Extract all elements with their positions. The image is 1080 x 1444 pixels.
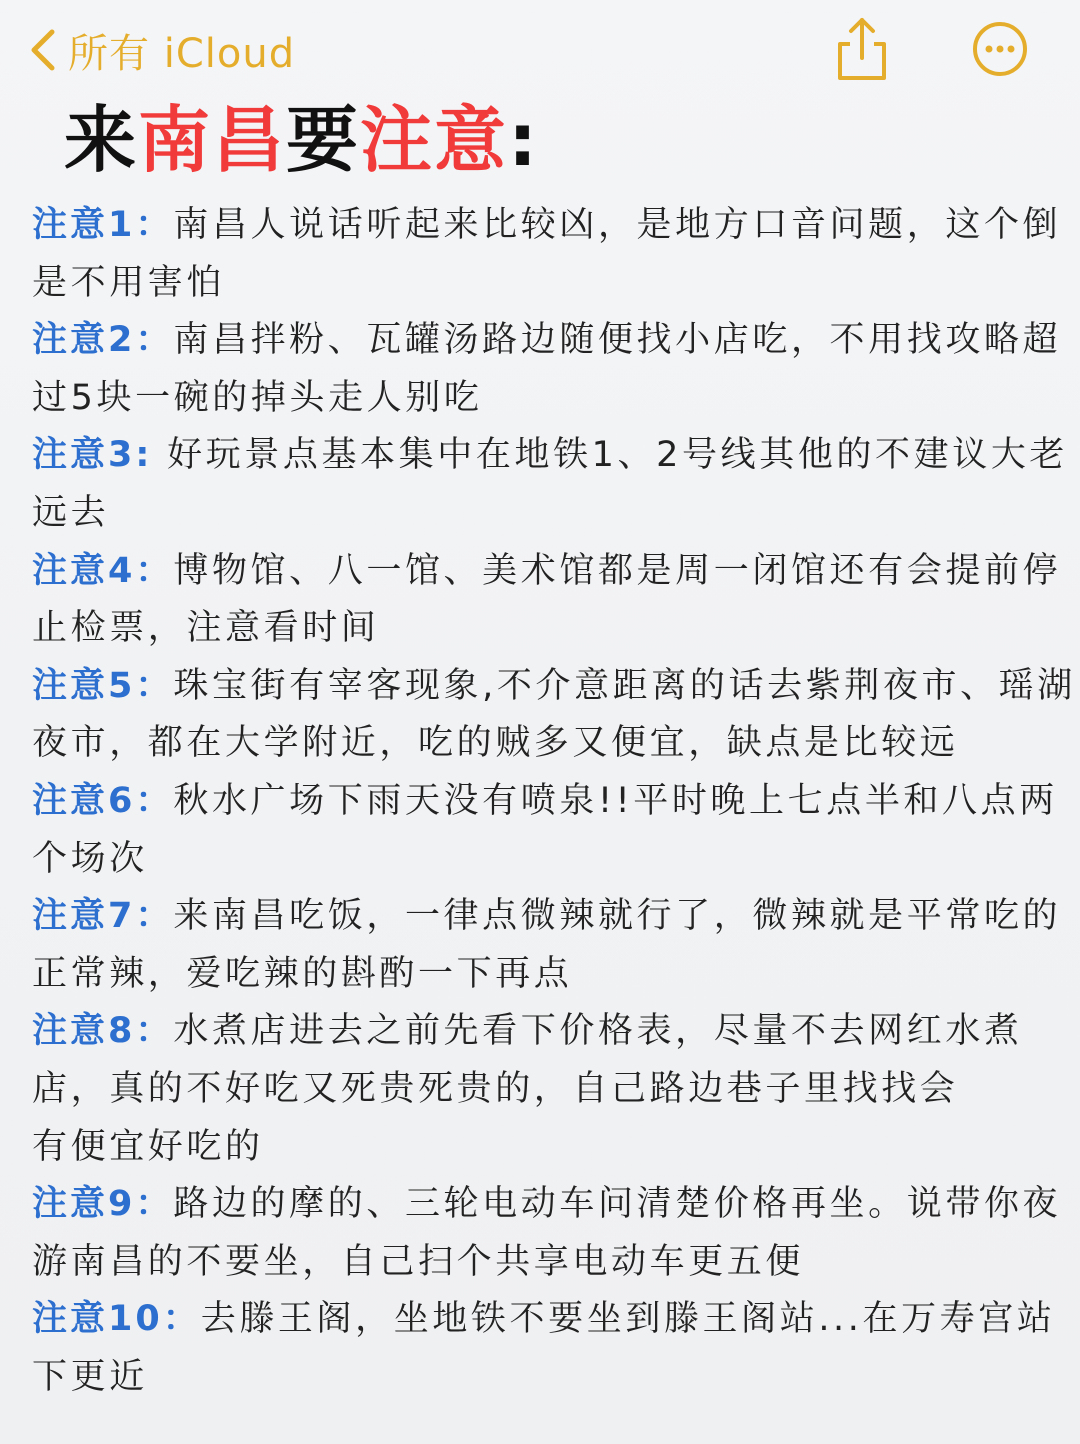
note-item-6 bbox=[32, 773, 1072, 888]
note-label: 注意6： bbox=[32, 780, 174, 821]
navigation-bar bbox=[0, 0, 1080, 100]
note-item-1 bbox=[32, 197, 1072, 312]
note-text: 去滕王阁，坐地铁不要坐到滕王阁站...在万寿宫站下更近 bbox=[32, 1299, 1056, 1397]
note-item-3 bbox=[32, 427, 1072, 542]
note-text: 南昌人说话听起来比较凶，是地方口音问题，这个倒是不用害怕 bbox=[32, 205, 1062, 303]
back-button[interactable] bbox=[28, 22, 295, 78]
note-text: 珠宝街有宰客现象,不介意距离的话去紫荆夜市、瑶湖夜市，都在大学附近，吃的贼多又便宜，缺点是比较远 bbox=[32, 665, 1076, 764]
note-text: 来南昌吃饭，一律点微辣就行了，微辣就是平常吃的正常辣，爱吃辣的斟酌一下再点 bbox=[32, 896, 1062, 994]
note-text-continued: 有便宜好吃的 bbox=[32, 1126, 264, 1167]
title-part-2: 南昌 bbox=[138, 98, 287, 182]
share-icon[interactable] bbox=[830, 14, 894, 84]
title-part-4: 注意 bbox=[360, 98, 509, 182]
note-text: 路边的摩的、三轮电动车问清楚价格再坐。说带你夜游南昌的不要坐，自己扫个共享电动车更五便 bbox=[32, 1184, 1062, 1282]
note-label: 注意8： bbox=[32, 1011, 174, 1052]
note-label: 注意9： bbox=[32, 1184, 174, 1225]
note-item-7 bbox=[32, 888, 1072, 1003]
note-item-10 bbox=[32, 1291, 1072, 1406]
note-item-5 bbox=[32, 658, 1080, 773]
note-label: 注意4： bbox=[32, 550, 174, 591]
chevron-left-icon bbox=[28, 26, 58, 74]
note-text: 好玩景点基本集中在地铁1、2号线其他的不建议大老远去 bbox=[32, 435, 1069, 533]
note-item-4 bbox=[32, 543, 1072, 658]
note-text: 水煮店进去之前先看下价格表，尽量不去网红水煮店，真的不好吃又死贵死贵的，自己路边巷子里找找会 bbox=[32, 1011, 1023, 1109]
title-part-1: 来 bbox=[64, 98, 139, 182]
note-label: 注意2： bbox=[32, 320, 174, 361]
note-label: 注意10： bbox=[32, 1299, 201, 1340]
note-text: 南昌拌粉、瓦罐汤路边随便找小店吃，不用找攻略超过5块一碗的掉头走人别吃 bbox=[32, 320, 1062, 418]
note-label: 注意5： bbox=[32, 665, 174, 706]
note-label: 注意7： bbox=[32, 896, 174, 937]
note-title bbox=[64, 98, 539, 182]
note-text: 博物馆、八一馆、美术馆都是周一闭馆还有会提前停止检票，注意看时间 bbox=[32, 550, 1062, 649]
note-label: 注意1： bbox=[32, 205, 174, 245]
note-item-8 bbox=[32, 1003, 1072, 1176]
title-part-3: 要 bbox=[286, 98, 361, 182]
note-item-9 bbox=[32, 1176, 1072, 1291]
note-label: 注意3: bbox=[32, 435, 153, 476]
more-icon[interactable] bbox=[968, 14, 1032, 84]
note-text: 秋水广场下雨天没有喷泉!!平时晚上七点半和八点两个场次 bbox=[32, 780, 1058, 879]
title-part-5: : bbox=[508, 98, 539, 182]
note-body[interactable] bbox=[32, 197, 1076, 1406]
back-label: 所有 iCloud bbox=[68, 30, 296, 77]
note-item-2 bbox=[32, 312, 1072, 427]
